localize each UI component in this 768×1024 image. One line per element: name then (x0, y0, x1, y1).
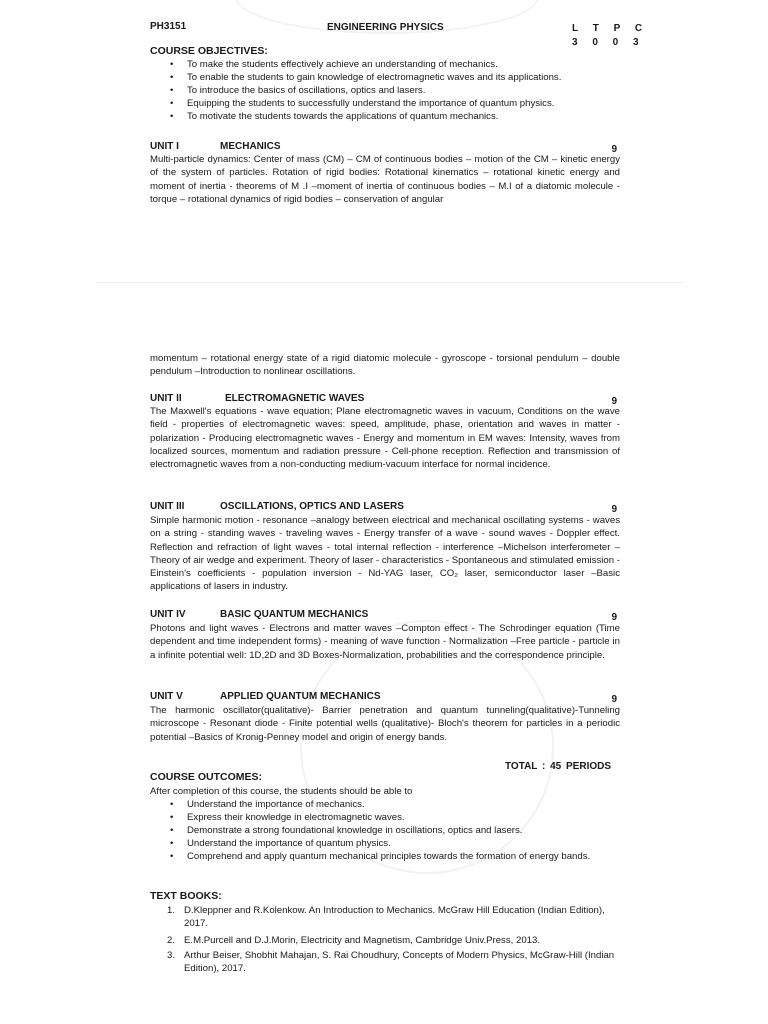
unit-hours: 9 (611, 396, 617, 407)
unit-3-content: Simple harmonic motion - resonance –analogy between electrical and mechanical oscillating systems - waves on a string - standing waves - traveling waves - Energy transfer of a wave - sound waves - Doppler effect. Reflection and refraction of light waves - total internal reflection - interference –Michelson interferometer –Theory of air wedge and experiment. Theory of laser - characteristics - Spontaneous and stimulated emission - Einstein's coefficients - population inversion - Nd-YAG laser, CO₂ laser, semiconductor laser –Basic applications of lasers in industry. (150, 515, 620, 593)
unit-1-content-part1: Multi-particle dynamics: Center of mass (CM) – CM of continuous bodies – motion of the CM – kinetic energy of the system of particles. Rotation of rigid bodies: Rotational kinematics – rotational kinetic energy and moment of inertia - theorems of M .I –moment of inertia of continuous bodies – M.I of a diatomic molecule - torque – rotational dynamics of rigid bodies – conservation of angular (150, 154, 620, 205)
page-break-divider (95, 282, 685, 283)
unit-number: UNIT II (150, 393, 182, 404)
objective-item: • To make the students effectively achieve an understanding of mechanics. (170, 58, 561, 71)
ltpc-block (572, 22, 648, 50)
ltpc-labels: L T P C (572, 23, 649, 34)
objective-item: • To enable the students to gain knowledge of electromagnetic waves and its applications. (170, 71, 561, 84)
unit-title: APPLIED QUANTUM MECHANICS (220, 691, 381, 702)
unit-number: UNIT III (150, 501, 185, 512)
outcome-item: • Understand the importance of mechanics. (170, 798, 620, 811)
textbook-number: 3. (167, 950, 176, 961)
unit-number: UNIT IV (150, 609, 186, 620)
textbook-item (150, 904, 620, 930)
unit-hours: 9 (611, 144, 617, 155)
unit-number: UNIT V (150, 691, 183, 702)
outcomes-list (170, 798, 620, 863)
textbook-item (150, 934, 620, 947)
unit-4-content: Photons and light waves - Electrons and matter waves –Compton effect - The Schrodinger equation (Time dependent and time independent forms) - meaning of wave function - Normalization –Free particle - particle in a infinite potential well: 1D,2D and 3D Boxes-Normalization, probabilities and the correspondence principle. (150, 623, 620, 661)
unit-5-content: The harmonic oscillator(qualitative)- Barrier penetration and quantum tunneling(qualitative)-Tunneling microscope - Resonant diode - Finite potential wells (qualitative)- Bloch's theorem for particles in a periodic potential –Basics of Kronig-Penney model and origin of energy bands. (150, 705, 620, 743)
outcomes-intro: After completion of this course, the students should be able to (150, 786, 413, 797)
unit-number: UNIT I (150, 141, 179, 152)
textbook-item (150, 949, 620, 975)
unit-title: ELECTROMAGNETIC WAVES (225, 393, 365, 404)
unit-title: OSCILLATIONS, OPTICS AND LASERS (220, 501, 404, 512)
textbook-text: D.Kleppner and R.Kolenkow. An Introduction to Mechanics. McGraw Hill Education (Indian Edition), 2017. (184, 905, 605, 929)
unit-1-content-part2: momentum – rotational energy state of a rigid diatomic molecule - gyroscope - torsional pendulum – double pendulum –Introduction to nonlinear oscillations. (150, 353, 620, 378)
unit-title: MECHANICS (220, 141, 281, 152)
unit-2-content: The Maxwell's equations - wave equation; Plane electromagnetic waves in vacuum, Conditions on the wave field - properties of electromagnetic waves: speed, amplitude, phase, orientation and waves in matter - polarization - Producing electromagnetic waves - Energy and momentum in EM waves: Intensity, waves from localized sources, momentum and radiation pressure - Cell-phone reception. Reflection and transmission of electromagnetic waves from a non-conducting medium-vacuum interface for normal incidence. (150, 406, 620, 471)
objectives-heading: COURSE OBJECTIVES: (150, 45, 268, 57)
course-code: PH3151 (150, 21, 187, 32)
unit-hours: 9 (611, 694, 617, 705)
textbook-text: Arthur Beiser, Shobhit Mahajan, S. Rai Choudhury, Concepts of Modern Physics, McGraw-Hill (Indian Edition), 2017. (184, 950, 615, 974)
total-periods: TOTAL : 45 PERIODS (505, 761, 612, 772)
objective-item: • To introduce the basics of oscillations, optics and lasers. (170, 84, 561, 97)
outcomes-heading: COURSE OUTCOMES: (150, 771, 263, 783)
textbook-number: 1. (167, 905, 176, 916)
ltpc-values: 3 0 0 3 (572, 37, 645, 48)
unit-hours: 9 (611, 504, 617, 515)
objectives-list (170, 58, 561, 123)
outcome-item: • Understand the importance of quantum physics. (170, 837, 620, 850)
objective-item: • Equipping the students to successfully understand the importance of quantum physics. (170, 97, 561, 110)
textbook-number: 2. (167, 935, 176, 946)
objective-item: • To motivate the students towards the applications of quantum mechanics. (170, 110, 561, 123)
unit-hours: 9 (611, 612, 617, 623)
course-title: ENGINEERING PHYSICS (327, 22, 444, 33)
outcome-item: • Demonstrate a strong foundational knowledge in oscillations, optics and lasers. (170, 824, 620, 837)
unit-title: BASIC QUANTUM MECHANICS (220, 609, 369, 620)
textbook-text: E.M.Purcell and D.J.Morin, Electricity and Magnetism, Cambridge Univ.Press, 2013. (184, 935, 540, 946)
textbooks-list (150, 904, 620, 975)
outcome-item: • Comprehend and apply quantum mechanical principles towards the formation of energy bands. (170, 850, 620, 863)
outcome-item: • Express their knowledge in electromagnetic waves. (170, 811, 620, 824)
textbooks-heading: TEXT BOOKS: (150, 890, 222, 902)
